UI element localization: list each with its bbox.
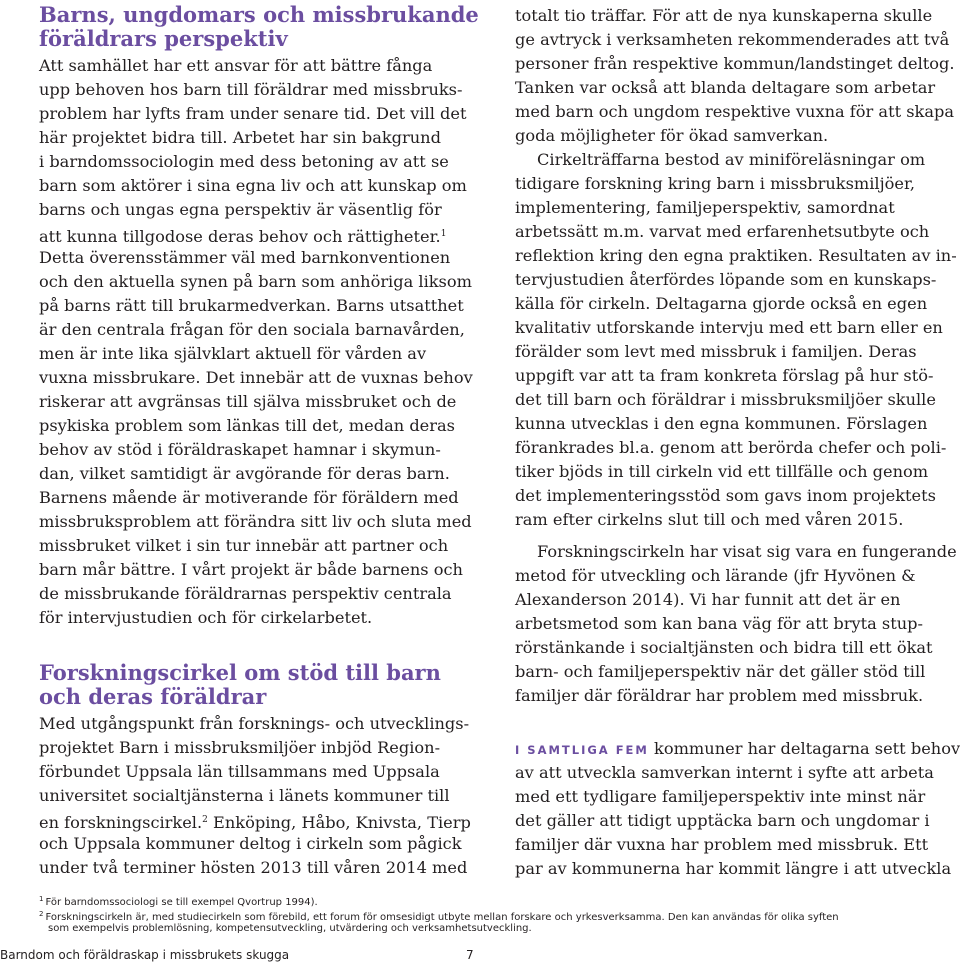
text-line: behov av stöd i föräldraskapet hamnar i skymun- (39, 440, 441, 459)
text-line: Att samhället har ett ansvar för att bättre fånga (39, 56, 433, 75)
text-line: det till barn och föräldrar i missbruksmiljöer skulle (515, 390, 936, 409)
text-line: dan, vilket samtidigt är avgörande för deras barn. (39, 464, 450, 483)
text-line: med barn och ungdom respektive vuxna för att skapa (515, 102, 955, 121)
text-line: är den centrala frågan för den sociala barnavården, (39, 320, 465, 339)
text-line: riskerar att avgränsas till själva missbruket och de (39, 392, 457, 411)
footnote-2: $^2$ Forskningscirkeln är, med studiecirkeln som förebild, ett forum för omsesidigt utbyte mellan forskare och yrkesverksamma. Den kan användas för olika syften (39, 910, 839, 923)
text-line: det implementeringsstöd som gavs inom projektets (515, 486, 936, 505)
section-heading-2: Forskningscirkel om stöd till barn och deras föräldrar (39, 660, 441, 709)
text-line: Cirkelträffarna bestod av miniföreläsningar om (537, 150, 926, 169)
footnote-1: $^1$ För barndomssociologi se till exempel Qvortrup 1994). (39, 895, 318, 908)
text-line: kunna utvecklas i den egna kommunen. Förslagen (515, 414, 928, 433)
text-line: tervjustudien återfördes löpande som en kunskaps- (515, 270, 937, 289)
text-line: förälder som levt med missbruk i familjen. Deras (515, 342, 917, 361)
text-line: totalt tio träffar. För att de nya kunskaperna skulle (515, 6, 933, 25)
text-line: personer från respektive kommun/landstinget deltog. (515, 54, 955, 73)
page-number: 7 (466, 948, 474, 962)
text-line: goda möjligheter för ökad samverkan. (515, 126, 829, 145)
text-line: Forskningscirkeln har visat sig vara en fungerande (537, 542, 957, 561)
text-line: barn som aktörer i sina egna liv och att kunskap om (39, 176, 467, 195)
text-line: av att utveckla samverkan internt i syfte att arbeta (515, 763, 934, 782)
text-line: förankrades bl.a. genom att berörda chefer och poli- (515, 438, 947, 457)
text-line: för intervjustudien och för cirkelarbetet. (39, 608, 373, 627)
text-line: förbundet Uppsala län tillsammans med Uppsala (39, 762, 440, 781)
text-line: universitet socialtjänsterna i länets kommuner till (39, 786, 450, 805)
text-line: uppgift var att ta fram konkreta förslag på hur stö- (515, 366, 934, 385)
text-line: par av kommunerna har kommit längre i att utveckla (515, 859, 952, 878)
text-line: källa för cirkeln. Deltagarna gjorde också en egen (515, 294, 928, 313)
text-line: I SAMTLIGA FEM kommuner har deltagarna sett behov (515, 739, 960, 758)
text-line: tiker bjöds in till cirkeln vid ett tillfälle och genom (515, 462, 929, 481)
text-line: kvalitativ utforskande intervju med ett barn eller en (515, 318, 943, 337)
text-line: med ett tydligare familjeperspektiv inte minst när (515, 787, 926, 806)
text-line: problem har lyfts fram under senare tid. Det vill det (39, 104, 467, 123)
text-line: barn- och familjeperspektiv när det gäller stöd till (515, 662, 926, 681)
text-line: Barnens mående är motiverande för föräldern med (39, 488, 459, 507)
text-line: familjer där föräldrar har problem med missbruk. (515, 686, 924, 705)
text-line: Tanken var också att blanda deltagare som arbetar (515, 78, 936, 97)
lead-in-small-caps: I SAMTLIGA FEM (515, 743, 649, 757)
text-line: att kunna tillgodose deras behov och rättigheter.$^1$ (39, 227, 447, 246)
text-line: på barns rätt till brukarmedverkan. Barns utsatthet (39, 296, 464, 315)
text-line: barns och ungas egna perspektiv är väsentlig för (39, 200, 442, 219)
text-line: implementering, familjeperspektiv, samordnat (515, 198, 895, 217)
text-line: Alexanderson 2014). Vi har funnit att det är en (515, 590, 901, 609)
text-line: arbetssätt m.m. varvat med erfarenhetsutbyte och (515, 222, 930, 241)
text-line: i barndomssociologin med dess betoning av att se (39, 152, 449, 171)
text-line: projektet Barn i missbruksmiljöer inbjöd Region- (39, 738, 441, 757)
text-line: här projektet bidra till. Arbetet har sin bakgrund (39, 128, 441, 147)
text-line: upp behoven hos barn till föräldrar med missbruks- (39, 80, 463, 99)
text-line: under två terminer hösten 2013 till våren 2014 med (39, 858, 468, 877)
text-line: vuxna missbrukare. Det innebär att de vuxnas behov (39, 368, 473, 387)
text-line: de missbrukande föräldrarnas perspektiv centrala (39, 584, 452, 603)
text-line: metod för utveckling och lärande (jfr Hyvönen & (515, 566, 916, 585)
footnote-ref-1[interactable]: 1 (440, 229, 447, 239)
section-heading-1: Barns, ungdomars och missbrukande föräldrars perspektiv (39, 2, 479, 51)
text-line: men är inte lika självklart aktuell för vården av (39, 344, 427, 363)
text-line: ge avtryck i verksamheten rekommenderades att två (515, 30, 950, 49)
text-line: psykiska problem som länkas till det, medan deras (39, 416, 455, 435)
text-line: missbruket vilket i sin tur innebär att partner och (39, 536, 449, 555)
footnote-ref-2[interactable]: 2 (202, 815, 208, 825)
text-line: och Uppsala kommuner deltog i cirkeln som pågick (39, 834, 462, 853)
text-line: Med utgångspunkt från forsknings- och utvecklings- (39, 714, 470, 733)
text-line: missbruksproblem att förändra sitt liv och sluta med (39, 512, 472, 531)
text-line: reflektion kring den egna praktiken. Resultaten av in- (515, 246, 957, 265)
footnote-2-continuation: som exempelvis problemlösning, kompetensutveckling, utvärdering och verksamhetsutveckling. (48, 923, 532, 934)
text-line: familjer där vuxna har problem med missbruk. Ett (515, 835, 929, 854)
text-line: Detta överensstämmer väl med barnkonventionen (39, 248, 451, 267)
text-line: och den aktuella synen på barn som anhöriga liksom (39, 272, 472, 291)
text-line: en forskningscirkel.$^2$ Enköping, Håbo, Knivsta, Tierp (39, 813, 471, 832)
text-line: ram efter cirkelns slut till och med våren 2015. (515, 510, 904, 529)
text-line: tidigare forskning kring barn i missbruksmiljöer, (515, 174, 916, 193)
publication-title: Barndom och föräldraskap i missbrukets skugga (0, 948, 290, 962)
text-line: barn mår bättre. I vårt projekt är både barnens och (39, 560, 463, 579)
text-line: rörstänkande i socialtjänsten och bidra till ett ökat (515, 638, 933, 657)
text-line: arbetsmetod som kan bana väg för att bryta stup- (515, 614, 923, 633)
text-line: det gäller att tidigt upptäcka barn och ungdomar i (515, 811, 930, 830)
